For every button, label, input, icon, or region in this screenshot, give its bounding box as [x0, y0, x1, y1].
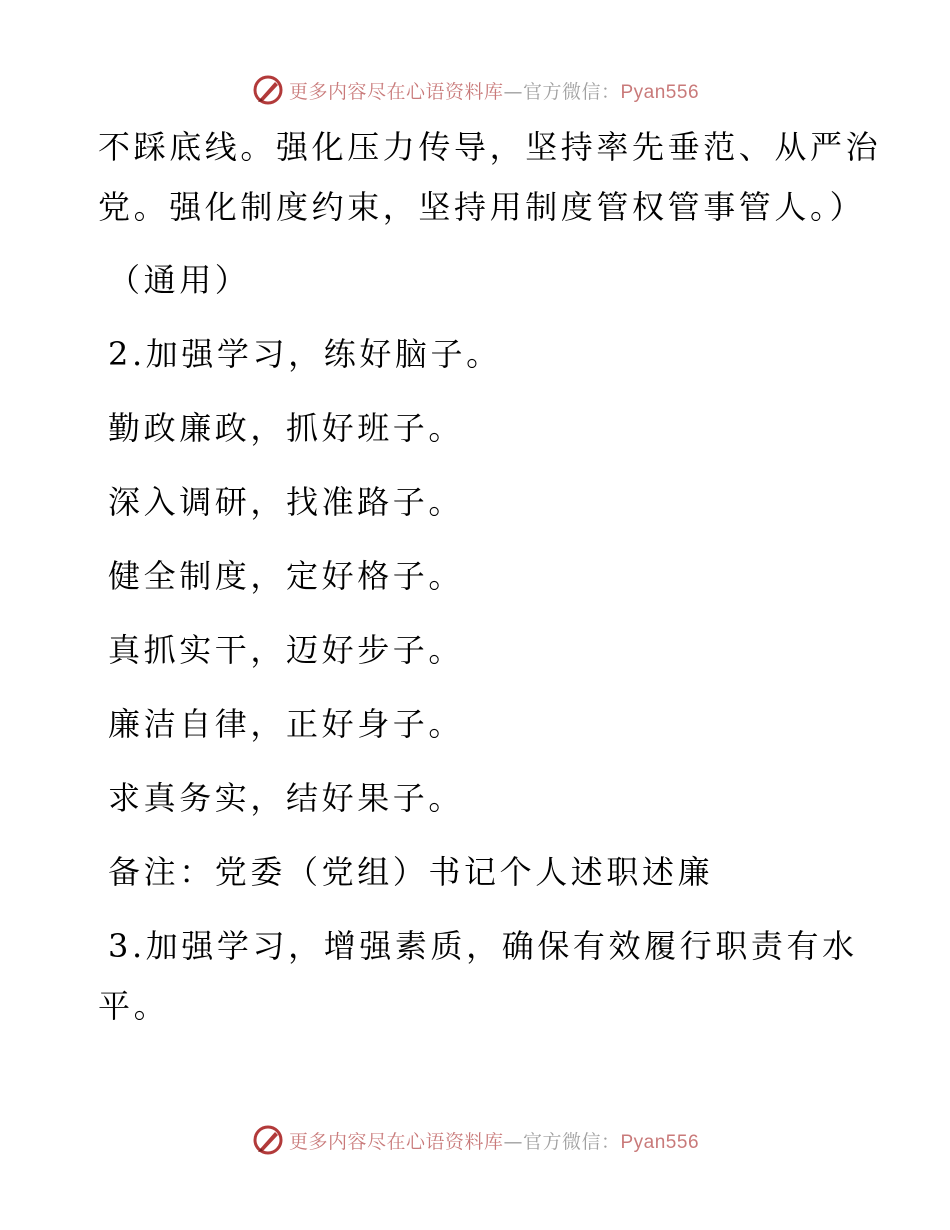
- paragraph-line: 党。强化制度约束，坚持用制度管权管事管人。）: [98, 188, 866, 226]
- header-watermark: [0, 70, 950, 110]
- watermark-text: 更多内容尽在心语资料库—官方微信：Pyan556: [288, 80, 700, 103]
- watermark-text: 更多内容尽在心语资料库—官方微信：Pyan556: [288, 1130, 700, 1153]
- pen-logo-icon: [251, 1123, 285, 1157]
- list-heading: 3.加强学习，增强素质，确保有效履行职责有水: [108, 927, 858, 965]
- footer-watermark: [0, 1120, 950, 1160]
- paragraph-line: 平。: [98, 987, 170, 1025]
- section-note: （通用）: [108, 261, 251, 299]
- list-heading: 2.加强学习，练好脑子。: [108, 335, 502, 373]
- list-item: 廉洁自律，正好身子。: [108, 705, 465, 743]
- list-item: 真抓实干，迈好步子。: [108, 631, 465, 669]
- list-item: 勤政廉政，抓好班子。: [108, 409, 465, 447]
- pen-logo-icon: [251, 73, 285, 107]
- list-item: 求真务实，结好果子。: [108, 779, 465, 817]
- list-item: 健全制度，定好格子。: [108, 557, 465, 595]
- remark-line: 备注：党委（党组）书记个人述职述廉: [108, 853, 714, 891]
- paragraph-line: 不踩底线。强化压力传导，坚持率先垂范、从严治: [98, 128, 882, 166]
- list-item: 深入调研，找准路子。: [108, 483, 465, 521]
